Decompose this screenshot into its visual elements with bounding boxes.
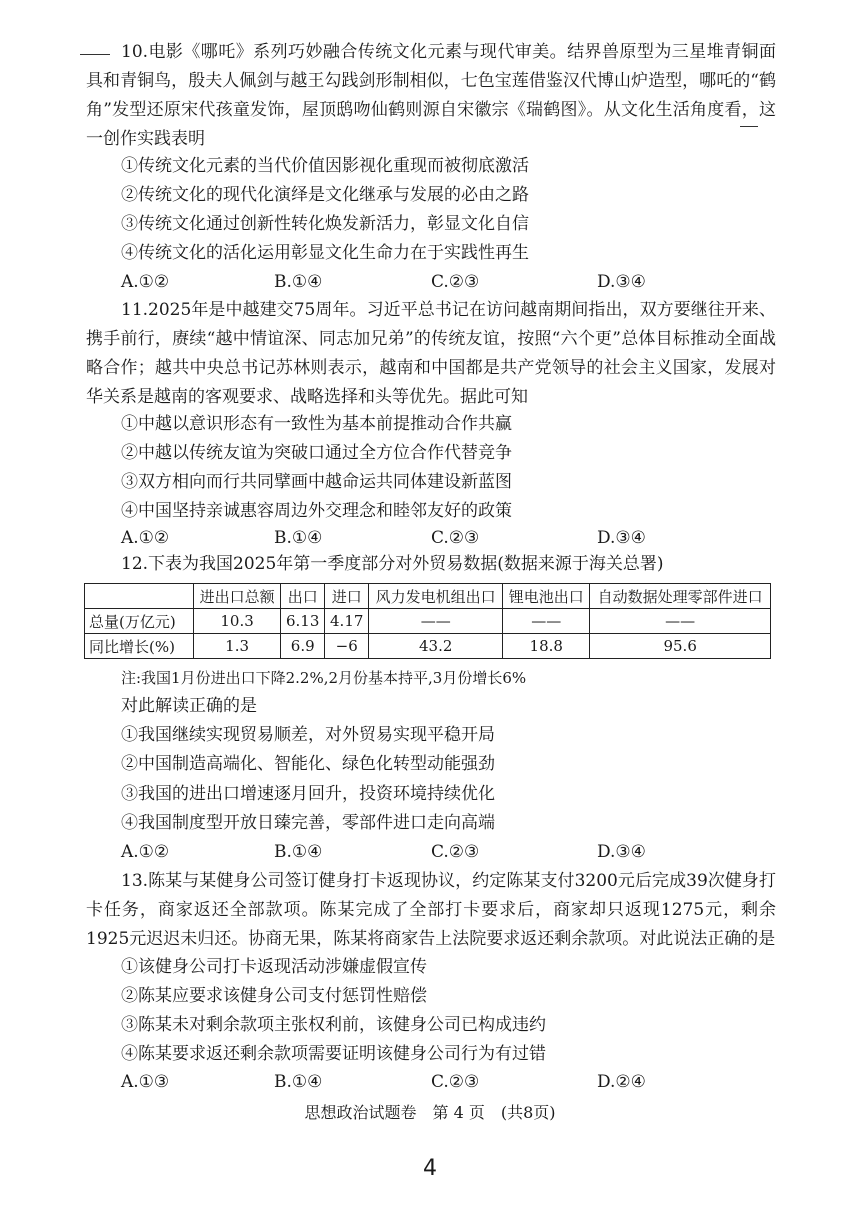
question-10-option: ②传统文化的现代化演绎是文化继承与发展的必由之路 xyxy=(121,185,529,205)
question-11-option: ③双方相向而行共同擘画中越命运共同体建设新蓝图 xyxy=(121,472,512,492)
table-header-cell xyxy=(85,584,194,609)
question-13-option: ②陈某应要求该健身公司支付惩罚性赔偿 xyxy=(121,986,427,1006)
question-10-option: ③传统文化通过创新性转化焕发新活力，彰显文化自信 xyxy=(121,214,529,234)
table-note: 注:我国1月份进出口下降2.2%,2月份基本持平,3月份增长6% xyxy=(121,669,527,687)
question-13-choices xyxy=(121,1068,681,1097)
question-11-option: ②中越以传统友谊为突破口通过全方位合作代替竞争 xyxy=(121,443,512,463)
question-12-option: ②中国制造高端化、智能化、绿色化转型动能强劲 xyxy=(121,754,495,774)
choice-d: D.③④ xyxy=(597,842,646,862)
table-cell: 6.13 xyxy=(281,609,325,634)
question-12-option: ①我国继续实现贸易顺差，对外贸易实现平稳开局 xyxy=(121,725,495,745)
choice-b: B.①④ xyxy=(274,272,323,292)
choice-a: A.①② xyxy=(121,272,170,292)
table-cell: 95.6 xyxy=(590,634,771,659)
question-12-prompt: 对此解读正确的是 xyxy=(121,696,257,716)
page-number: 4 xyxy=(423,1156,437,1181)
trade-data-table xyxy=(84,583,771,659)
table-cell: —— xyxy=(590,609,771,634)
question-12-choices xyxy=(121,838,681,867)
table-cell: —— xyxy=(503,609,590,634)
choice-c: C.②③ xyxy=(431,528,480,548)
choice-a: A.①③ xyxy=(121,1072,170,1092)
table-header-cell: 风力发电机组出口 xyxy=(369,584,503,609)
question-13-stem: 13.陈某与某健身公司签订健身打卡返现协议，约定陈某支付3200元后完成39次健身打卡任务，商家返还全部款项。陈某完成了全部打卡要求后，商家却只返现1275元，剩余1925元迟迟未归还。协商无果，陈某将商家告上法院要求返还剩余款项。对此说法正确的是 xyxy=(86,871,776,949)
table-cell: 同比增长(%) xyxy=(85,634,194,659)
question-11-option: ④中国坚持亲诚惠容周边外交理念和睦邻友好的政策 xyxy=(121,501,512,521)
table-row xyxy=(85,634,771,659)
question-13-option: ④陈某要求返还剩余款项需要证明该健身公司行为有过错 xyxy=(121,1044,546,1064)
table-header-cell: 进口 xyxy=(325,584,369,609)
choice-a: A.①② xyxy=(121,842,170,862)
question-10-option: ④传统文化的活化运用彰显文化生命力在于实践性再生 xyxy=(121,243,529,263)
table-row xyxy=(85,609,771,634)
question-13-option: ①该健身公司打卡返现活动涉嫌虚假宣传 xyxy=(121,957,427,977)
question-11-option: ①中越以意识形态有一致性为基本前提推动合作共赢 xyxy=(121,414,512,434)
question-12-stem: 12.下表为我国2025年第一季度部分对外贸易数据(数据来源于海关总署) xyxy=(121,554,664,574)
choice-c: C.②③ xyxy=(431,842,480,862)
question-10-stem: 10.电影《哪吒》系列巧妙融合传统文化元素与现代审美。结界兽原型为三星堆青铜面具和青铜鸟，殷夫人佩剑与越王勾践剑形制相似，七色宝莲借鉴汉代博山炉造型，哪吒的“鹤角”发型还原宋代孩童发饰，屋顶鸱吻仙鹤则源自宋徽宗《瑞鹤图》。从文化生活角度看，这一创作实践表明 xyxy=(86,42,776,149)
choice-b: B.①④ xyxy=(274,842,323,862)
table-header-cell: 自动数据处理零部件进口 xyxy=(590,584,771,609)
table-cell: 10.3 xyxy=(194,609,281,634)
table-cell: −6 xyxy=(325,634,369,659)
table-cell: —— xyxy=(369,609,503,634)
choice-a: A.①② xyxy=(121,528,170,548)
choice-b: B.①④ xyxy=(274,528,323,548)
question-10-option: ①传统文化元素的当代价值因影视化重现而被彻底激活 xyxy=(121,156,529,176)
table-cell: 4.17 xyxy=(325,609,369,634)
question-11-choices xyxy=(121,524,681,553)
choice-d: D.②④ xyxy=(597,1072,646,1092)
choice-c: C.②③ xyxy=(431,272,480,292)
table-cell: 1.3 xyxy=(194,634,281,659)
table-cell: 总量(万亿元) xyxy=(85,609,194,634)
table-cell: 18.8 xyxy=(503,634,590,659)
question-12-option: ③我国的进出口增速逐月回升，投资环境持续优化 xyxy=(121,784,495,804)
question-12-option: ④我国制度型开放日臻完善，零部件进口走向高端 xyxy=(121,813,495,833)
choice-b: B.①④ xyxy=(274,1072,323,1092)
table-header-cell: 进出口总额 xyxy=(194,584,281,609)
table-cell: 43.2 xyxy=(369,634,503,659)
choice-d: D.③④ xyxy=(597,528,646,548)
page-footer: 思想政治试题卷 第 4 页 (共8页) xyxy=(304,1103,556,1122)
table-header-row xyxy=(85,584,771,609)
question-11-stem: 11.2025年是中越建交75周年。习近平总书记在访问越南期间指出，双方要继往开来、携手前行，赓续“越中情谊深、同志加兄弟”的传统友谊，按照“六个更”总体目标推动全面战略合作；越共中央总书记苏林则表示，越南和中国都是共产党领导的社会主义国家，发展对华关系是越南的客观要求、战略选择和头等优先。据此可知 xyxy=(86,300,776,407)
choice-c: C.②③ xyxy=(431,1072,480,1092)
table-header-cell: 锂电池出口 xyxy=(503,584,590,609)
choice-d: D.③④ xyxy=(597,272,646,292)
question-10-choices xyxy=(121,268,681,297)
table-cell: 6.9 xyxy=(281,634,325,659)
question-13-option: ③陈某未对剩余款项主张权利前，该健身公司已构成违约 xyxy=(121,1015,546,1035)
table-header-cell: 出口 xyxy=(281,584,325,609)
